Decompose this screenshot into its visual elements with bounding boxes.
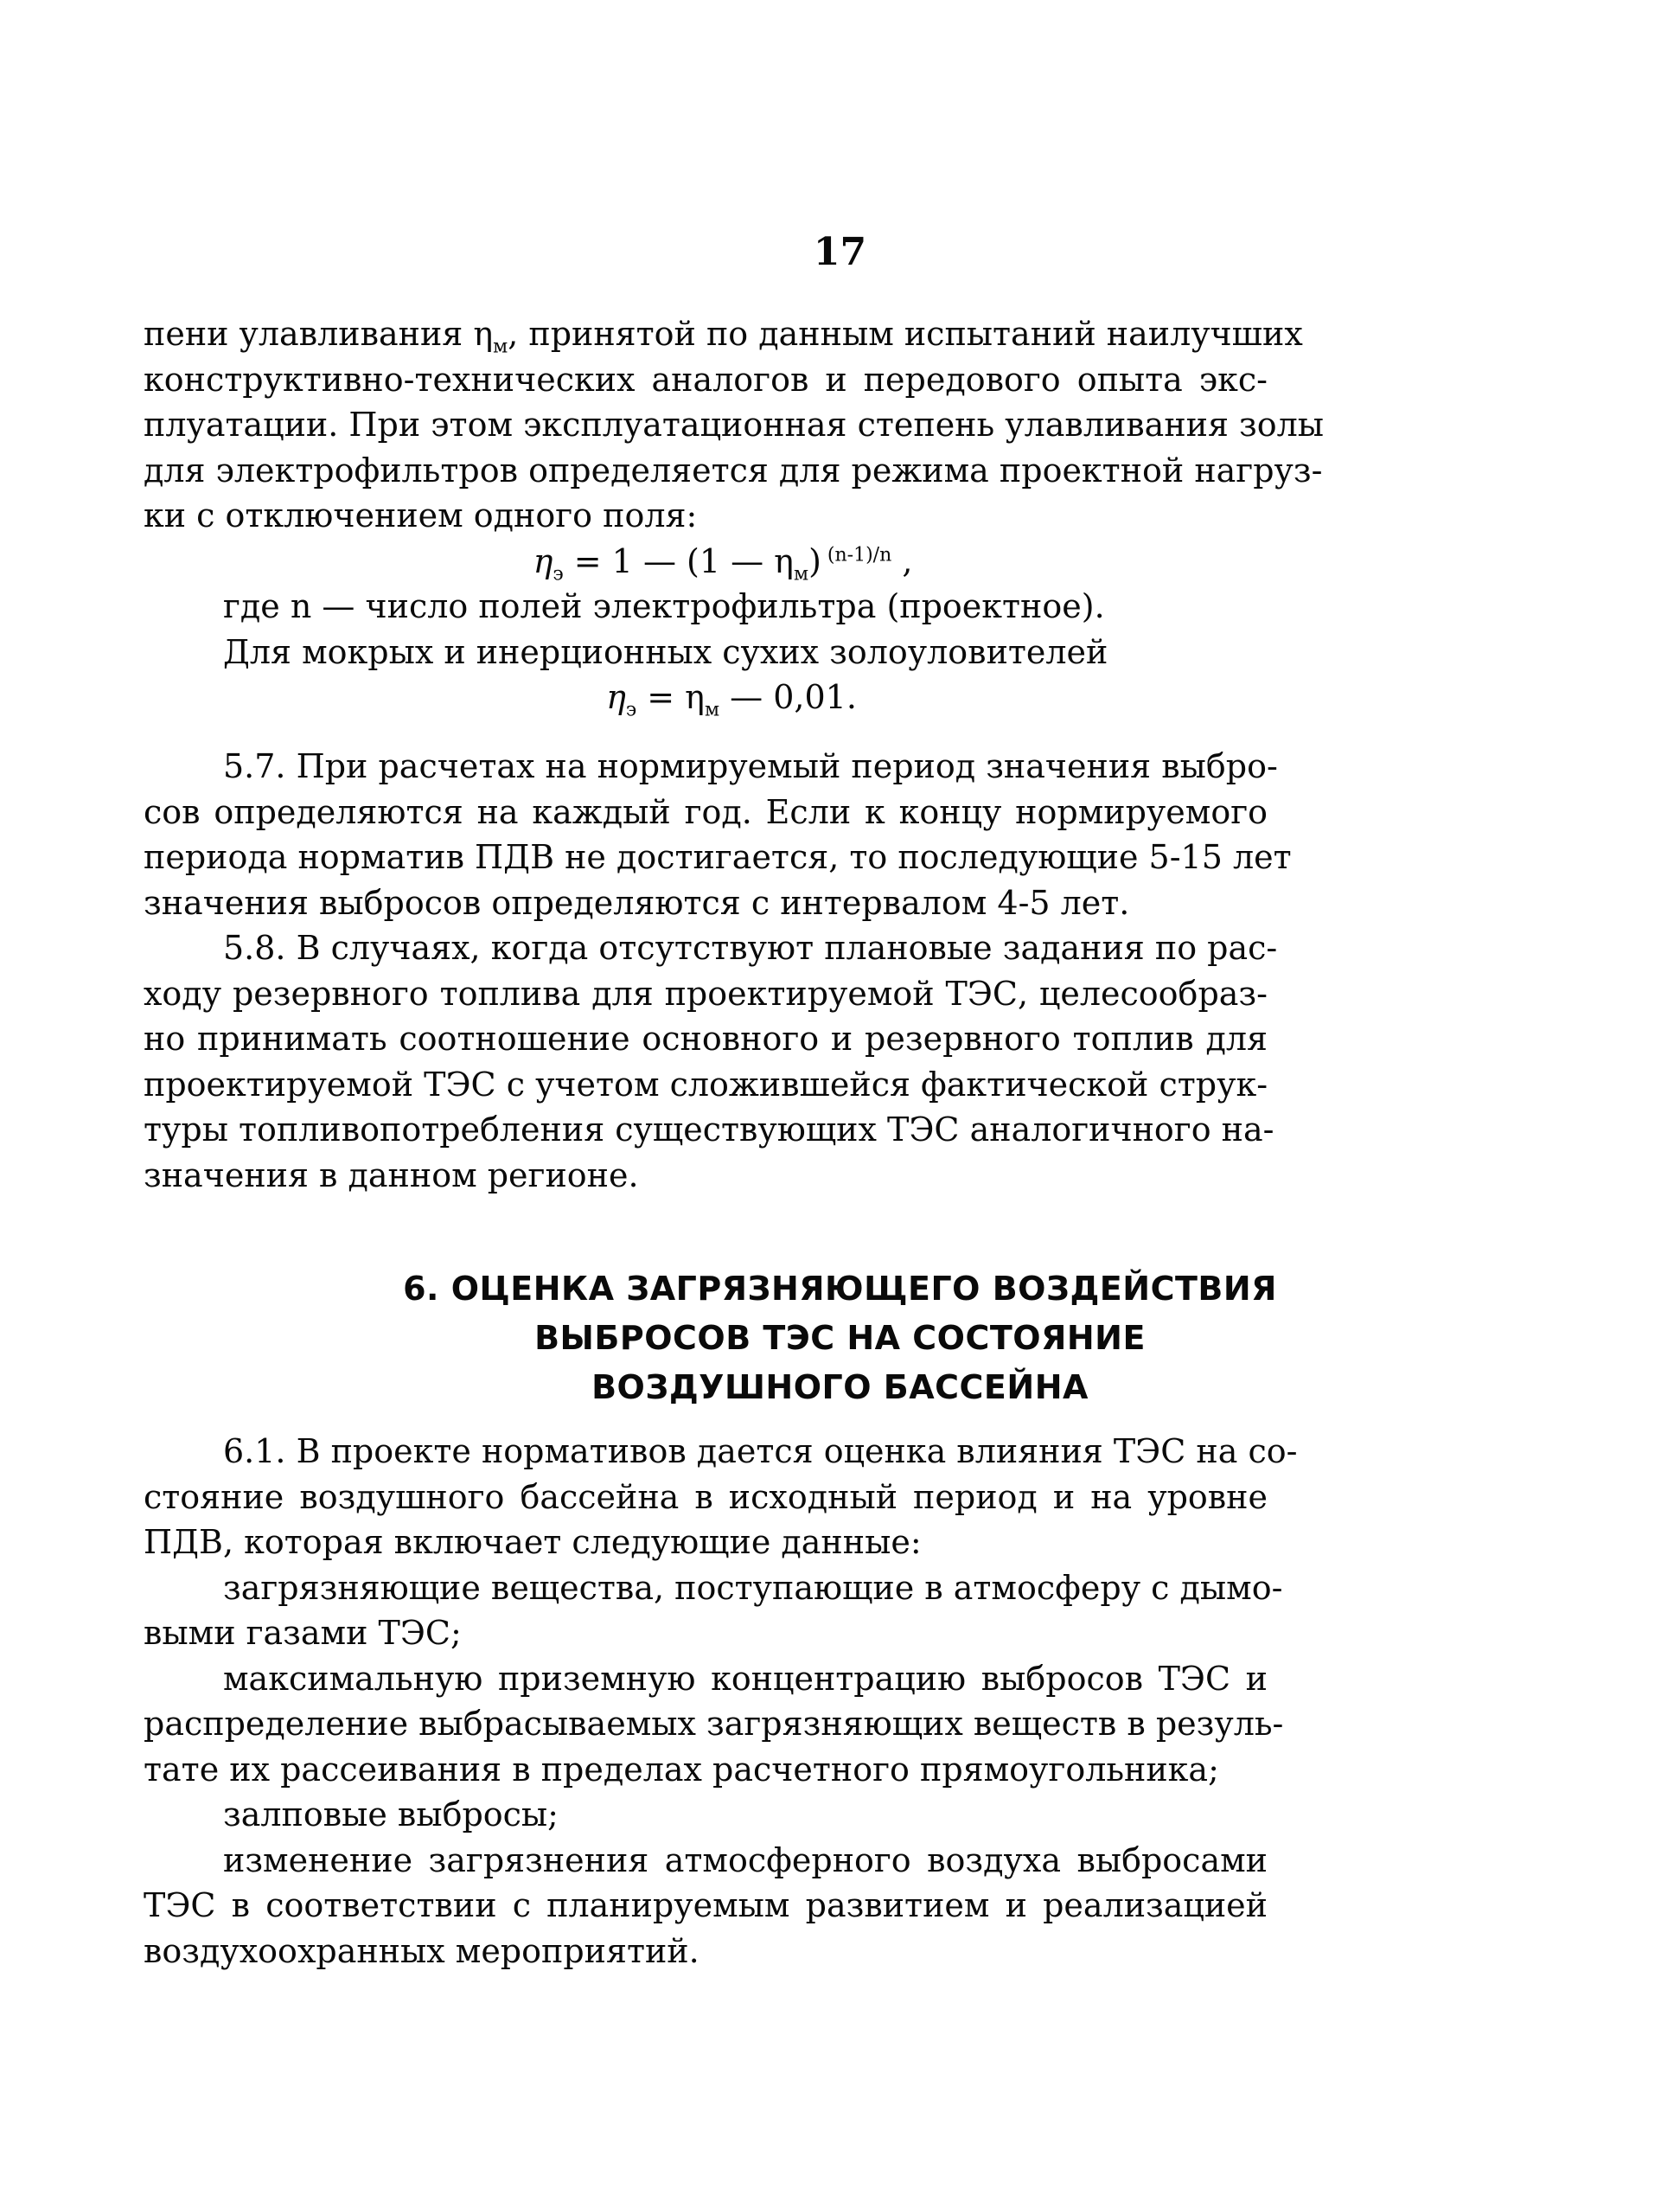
list-item-text: воздухоохранных мероприятий. bbox=[144, 1931, 699, 1970]
text-line: ПДВ, которая включает следующие данные: bbox=[144, 1523, 922, 1561]
formula-efficiency-wet: $\eta_э = \eta_м$ — 0,01. bbox=[606, 678, 857, 721]
formula-efficiency-electrofilter: $\eta_э = 1$ — (1 — $\eta_м$) $^{(n-1)/n}$ , bbox=[533, 541, 913, 586]
text-line: стояние воздушного бассейна в исходный период и на уровне bbox=[144, 1477, 1268, 1516]
text-line: значения выбросов определяются с интервалом 4-5 лет. bbox=[144, 883, 1130, 922]
text-line: но принимать соотношение основного и резервного топлив для bbox=[144, 1020, 1268, 1058]
paragraph-6-1 bbox=[144, 1429, 1298, 1974]
text-line: пени улавливания $\eta_м$, принятой по данным испытаний наилучших bbox=[144, 315, 1303, 358]
text-line: конструктивно-технических аналогов и передового опыта экс- bbox=[144, 360, 1268, 399]
text-line: значения в данном регионе. bbox=[144, 1155, 639, 1194]
text-line-where: где n — число полей электрофильтра (проектное). bbox=[223, 587, 1105, 625]
text-line: плуатации. При этом эксплуатационная степень улавливания золы bbox=[144, 406, 1325, 444]
list-item-text: залповые выбросы; bbox=[223, 1795, 559, 1833]
text-line: сов определяются на каждый год. Если к концу нормируемого bbox=[144, 792, 1268, 831]
list-item-text: тате их рассеивания в пределах расчетного прямоугольника; bbox=[144, 1750, 1219, 1789]
page-number: 17 bbox=[813, 230, 867, 274]
text-line: ки с отключением одного поля: bbox=[144, 496, 698, 534]
heading-line: 6. ОЦЕНКА ЗАГРЯЗНЯЮЩЕГО ВОЗДЕЙСТВИЯ bbox=[403, 1270, 1277, 1308]
text-line: для электрофильтров определяется для режима проектной нагруз- bbox=[144, 451, 1323, 490]
paragraph-5-7 bbox=[144, 744, 1292, 925]
text-line: туры топливопотребления существующих ТЭС аналогичного на- bbox=[144, 1110, 1274, 1149]
section-heading bbox=[0, 1264, 1680, 1412]
text-line: 6.1. В проекте нормативов дается оценка влияния ТЭС на со- bbox=[223, 1432, 1298, 1470]
list-item-text: загрязняющие вещества, поступающие в атмосферу с дымо- bbox=[223, 1568, 1283, 1607]
text-block-intro bbox=[144, 311, 1325, 721]
text-line: 5.7. При расчетах на нормируемый период значения выбро- bbox=[223, 747, 1278, 785]
list-item-text: выми газами ТЭС; bbox=[144, 1614, 462, 1652]
heading-line: ВЫБРОСОВ ТЭС НА СОСТОЯНИЕ bbox=[534, 1319, 1146, 1357]
text-line: 5.8. В случаях, когда отсутствуют плановые задания по рас- bbox=[223, 929, 1278, 967]
list-item-text: распределение выбрасываемых загрязняющих веществ в резуль- bbox=[144, 1705, 1284, 1743]
list-item-text: ТЭС в соответствии с планируемым развитием и реализацией bbox=[144, 1886, 1268, 1924]
paragraph-5-8 bbox=[144, 925, 1278, 1198]
text-line-wet-collectors: Для мокрых и инерционных сухих золоуловителей bbox=[223, 632, 1108, 671]
text-line: ходу резервного топлива для проектируемой ТЭС, целесообраз- bbox=[144, 974, 1268, 1013]
list-item-text: максимальную приземную концентрацию выбросов ТЭС и bbox=[223, 1659, 1268, 1698]
text-line: проектируемой ТЭС с учетом сложившейся фактической струк- bbox=[144, 1065, 1268, 1104]
text-line: периода норматив ПДВ не достигается, то последующие 5-15 лет bbox=[144, 838, 1292, 876]
heading-line: ВОЗДУШНОГО БАССЕЙНА bbox=[591, 1368, 1089, 1406]
list-item-text: изменение загрязнения атмосферного воздуха выбросами bbox=[223, 1840, 1268, 1879]
